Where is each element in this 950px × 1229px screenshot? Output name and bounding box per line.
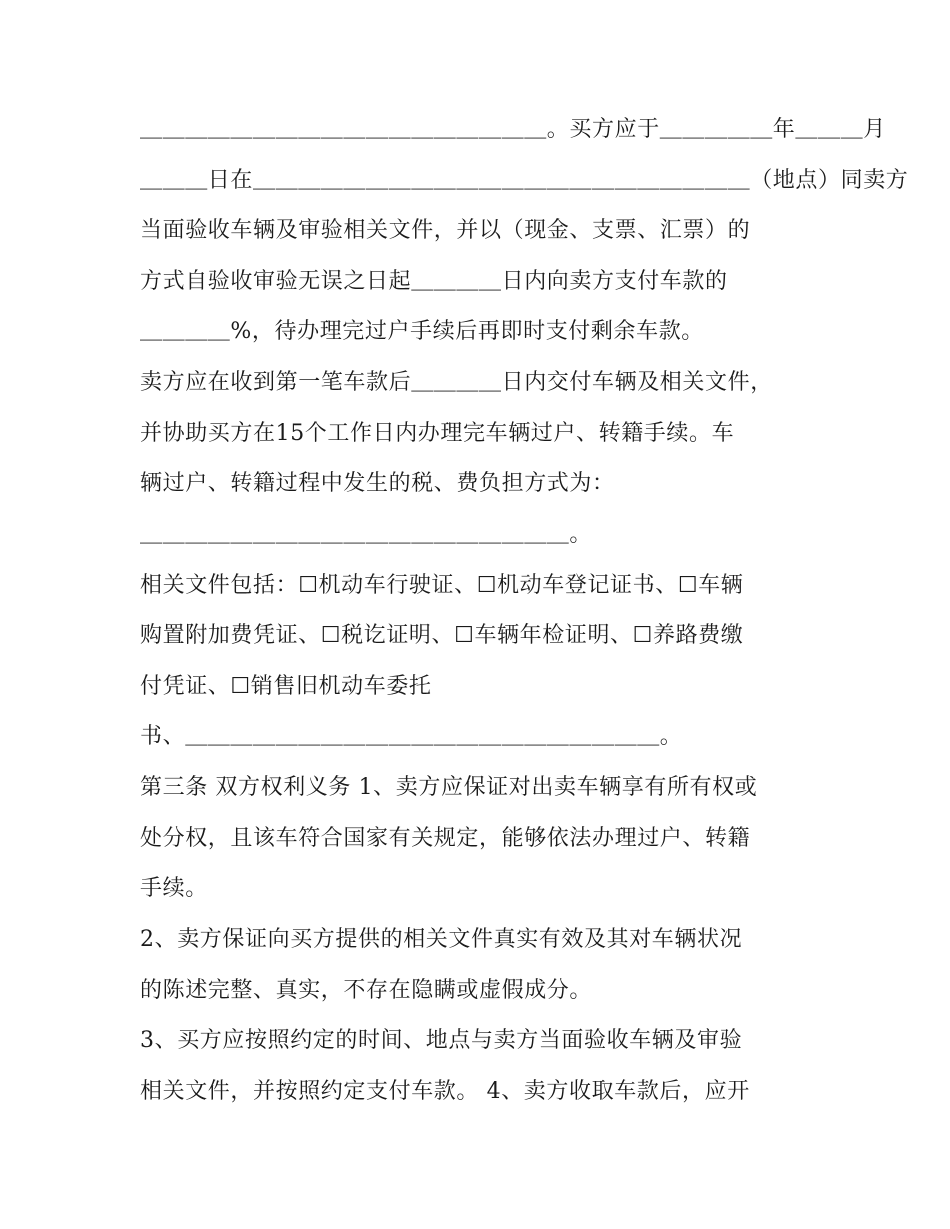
text-line-20: 相关文件，并按照约定支付车款。 4、卖方收取车款后，应开 [140, 1079, 750, 1104]
text-line-18: 的陈述完整、真实，不存在隐瞒或虚假成分。 [140, 978, 593, 1003]
text-line-2: ＿＿＿日在＿＿＿＿＿＿＿＿＿＿＿＿＿＿＿＿＿＿＿＿＿＿（地点）同卖方 [140, 168, 909, 193]
text-line-10: 相关文件包括：☐机动车行驶证、☐机动车登记证书、☐车辆 [140, 573, 744, 598]
text-line-7: 并协助买方在15个工作日内办理完车辆过户、转籍手续。车 [140, 421, 735, 446]
text-line-16: 手续。 [140, 876, 208, 901]
text-line-9: ＿＿＿＿＿＿＿＿＿＿＿＿＿＿＿＿＿＿＿。 [140, 522, 593, 547]
text-line-5: ＿＿＿＿%，待办理完过户手续后再即时支付剩余车款。 [140, 319, 704, 344]
text-line-8: 辆过户、转籍过程中发生的税、费负担方式为： [140, 471, 615, 496]
text-line-15: 处分权，且该车符合国家有关规定，能够依法办理过户、转籍 [140, 826, 751, 851]
text-line-13: 书、＿＿＿＿＿＿＿＿＿＿＿＿＿＿＿＿＿＿＿＿＿。 [140, 724, 683, 749]
text-line-11: 购置附加费凭证、☐税讫证明、☐车辆年检证明、☐养路费缴 [140, 623, 744, 648]
text-line-3: 当面验收车辆及审验相关文件，并以（现金、支票、汇票）的 [140, 218, 751, 243]
text-line-19: 3、买方应按照约定的时间、地点与卖方当面验收车辆及审验 [140, 1028, 743, 1053]
text-line-17: 2、卖方保证向买方提供的相关文件真实有效及其对车辆状况 [140, 927, 743, 952]
text-line-4: 方式自验收审验无误之日起＿＿＿＿日内向卖方支付车款的 [140, 269, 728, 294]
text-line-12: 付凭证、☐销售旧机动车委托 [140, 674, 432, 699]
text-line-14: 第三条 双方权利义务 1、卖方应保证对出卖车辆享有所有权或 [140, 775, 758, 800]
text-line-6: 卖方应在收到第一笔车款后＿＿＿＿日内交付车辆及相关文件， [140, 370, 773, 395]
text-line-1: ＿＿＿＿＿＿＿＿＿＿＿＿＿＿＿＿＿＿。买方应于＿＿＿＿＿年＿＿＿月 [140, 117, 886, 142]
